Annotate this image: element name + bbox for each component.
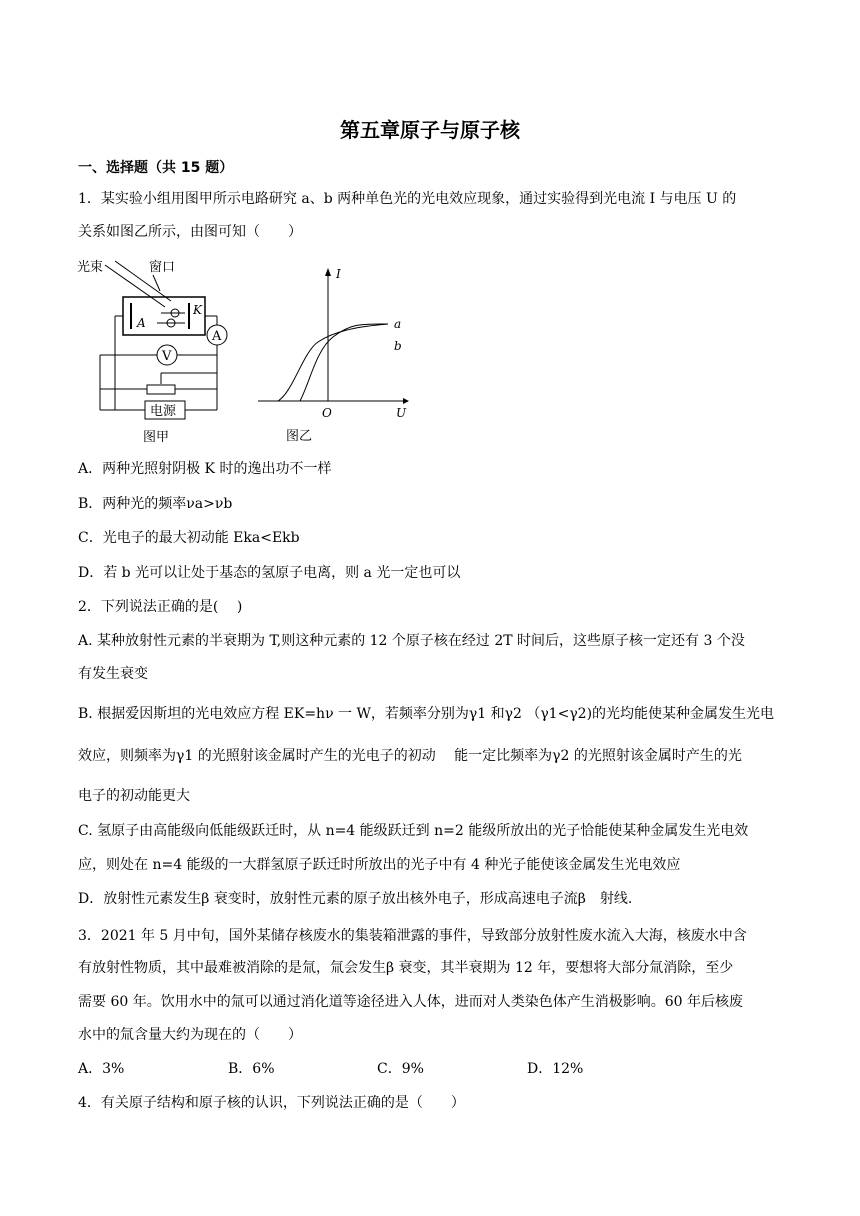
q2-stem: 2．下列说法正确的是( ): [78, 599, 243, 615]
q2-option-d: D．放射性元素发生β 衰变时，放射性元素的原子放出核外电子，形成高速电子流β 射线.: [78, 891, 633, 907]
label-light-beam: 光束: [77, 260, 104, 275]
q2-option-b-line2: 效应，则频率为γ1 的光照射该金属时产生的光电子的初动 能一定比频率为γ2 的光照射该金属时产生的光: [78, 748, 742, 764]
q1-stem-line2: 关系如图乙所示，由图可知（ ）: [78, 224, 302, 240]
circuit-figure: [75, 255, 245, 445]
label-K: K: [193, 303, 202, 317]
q2-option-b-line3: 电子的初动能更大: [78, 788, 190, 804]
axis-i-label: I: [336, 267, 341, 281]
ammeter-label: A: [212, 329, 222, 344]
curve-b-label: b: [394, 339, 402, 353]
figure-jia-caption: 图甲: [143, 430, 170, 445]
page-title: 第五章原子与原子核: [340, 118, 520, 142]
origin-label: O: [322, 406, 332, 420]
label-A: A: [137, 316, 146, 330]
axis-u-label: U: [396, 406, 407, 420]
curve-a-label: a: [394, 317, 402, 331]
label-window: 窗口: [149, 260, 176, 275]
q1-option-c: C．光电子的最大初动能 Eka<Ekb: [78, 530, 300, 546]
q3-option-a: A．3%: [78, 1061, 125, 1077]
power-label: 电源: [150, 404, 177, 419]
q3-stem-line1: 3．2021 年 5 月中旬，国外某储存核废水的集装箱泄露的事件，导致部分放射性废水流入大海，核废水中含: [78, 928, 747, 944]
q2-option-b-line1: B. 根据爱因斯坦的光电效应方程 EK=hν 一 W，若频率分别为γ1 和γ2 （γ1<γ2)的光均能使某种金属发生光电: [78, 706, 775, 722]
q1-option-b: B．两种光的频率νa>νb: [78, 496, 233, 512]
figure-yi-caption: 图乙: [286, 429, 313, 444]
rheostat: [147, 385, 175, 394]
q4-stem: 4．有关原子结构和原子核的认识，下列说法正确的是（ ）: [78, 1095, 465, 1111]
q3-stem-line4: 水中的氚含量大约为现在的（ ）: [78, 1027, 302, 1043]
q1-option-a: A．两种光照射阴极 K 时的逸出功不一样: [78, 461, 332, 477]
voltmeter-label: V: [162, 349, 172, 364]
q2-option-a-line1: A. 某种放射性元素的半衰期为 T,则这种元素的 12 个原子核在经过 2T 时间后，这些原子核一定还有 3 个没: [78, 633, 745, 649]
q3-stem-line3: 需要 60 年。饮用水中的氚可以通过消化道等途径进入人体，进而对人类染色体产生消极影响。60 年后核废: [78, 994, 743, 1010]
q2-option-c-line2: 应，则处在 n=4 能级的一大群氢原子跃迁时所放出的光子中有 4 种光子能使该金属发生光电效应: [78, 857, 681, 873]
section-heading: 一、选择题（共 15 题）: [78, 160, 234, 176]
q3-option-b: B．6%: [228, 1061, 275, 1077]
q2-option-a-line2: 有发生衰变: [78, 666, 148, 682]
q2-option-c-line1: C. 氢原子由高能级向低能级跃迁时，从 n=4 能级跃迁到 n=2 能级所放出的光子恰能使某种金属发生光电效: [78, 823, 749, 839]
curve-a: [300, 324, 388, 401]
q1-option-d: D．若 b 光可以让处于基态的氢原子电离，则 a 光一定也可以: [78, 565, 461, 581]
iu-graph-figure: [248, 262, 418, 447]
q3-option-c: C．9%: [377, 1061, 424, 1077]
q3-option-d: D．12%: [527, 1061, 584, 1077]
curve-b: [278, 324, 388, 401]
q3-stem-line2: 有放射性物质，其中最难被消除的是氚，氚会发生β 衰变，其半衰期为 12 年，要想将大部分氚消除，至少: [78, 960, 734, 976]
q1-stem-line1: 1．某实验小组用图甲所示电路研究 a、b 两种单色光的光电效应现象，通过实验得到光电流 I 与电压 U 的: [78, 191, 737, 207]
